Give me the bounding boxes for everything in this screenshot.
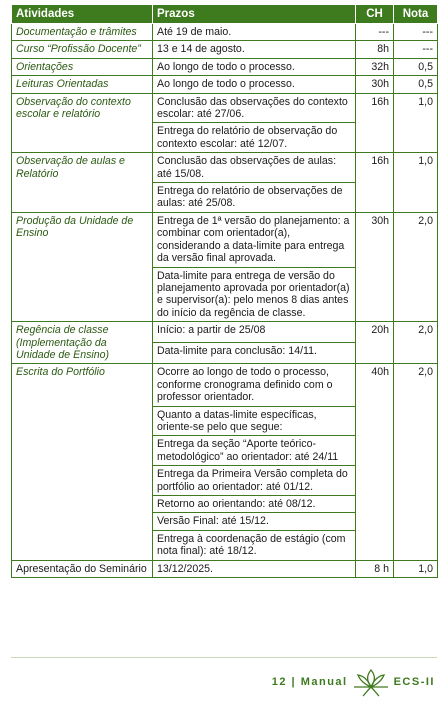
ch-cell: 8 h <box>356 560 394 577</box>
deadline-cell: Ao longo de todo o processo. <box>153 58 356 75</box>
grade-cell: 1,0 <box>394 93 438 153</box>
deadline-cell: Entrega da seção “Aporte teórico-metodológico” ao orientador: até 24/11 <box>153 436 356 466</box>
deadline-cell: Entrega do relatório de observações de aulas: até 25/08. <box>153 183 356 213</box>
activity-cell: Curso “Profissão Docente” <box>12 41 153 58</box>
page-number: 12 <box>271 676 287 688</box>
table-row <box>12 212 438 267</box>
page-footer <box>272 667 435 697</box>
table-row <box>12 76 438 93</box>
ch-cell: 30h <box>356 76 394 93</box>
table-row <box>12 322 438 343</box>
grade-cell: 0,5 <box>394 76 438 93</box>
deadline-cell: Entrega de 1ª versão do planejamento: a combinar com orientador(a), considerando a data-limite para entrega da versão final aprovada. <box>153 212 356 267</box>
ch-cell: --- <box>356 24 394 41</box>
deadline-cell: Conclusão das observações de aulas: até 15/08. <box>153 153 356 183</box>
table-row <box>12 560 438 577</box>
grade-cell: 2,0 <box>394 212 438 321</box>
deadline-cell: Conclusão das observações do contexto escolar: até 27/06. <box>153 93 356 123</box>
deadline-cell: 13/12/2025. <box>153 560 356 577</box>
deadline-cell: Entrega à coordenação de estágio (com nota final): até 18/12. <box>153 530 356 560</box>
activities-schedule-table <box>11 4 438 578</box>
deadline-cell: Retorno ao orientando: até 08/12. <box>153 496 356 513</box>
grade-cell: 1,0 <box>394 560 438 577</box>
ch-cell: 30h <box>356 212 394 321</box>
table-row <box>12 153 438 183</box>
deadline-cell: Entrega do relatório de observação do contexto escolar: até 12/07. <box>153 123 356 153</box>
table-row <box>12 93 438 123</box>
deadline-cell: Início: a partir de 25/08 <box>153 322 356 343</box>
deadline-cell: Quanto a datas-limite específicas, oriente-se pelo que segue: <box>153 406 356 436</box>
table-row <box>12 24 438 41</box>
footer-separator: | <box>286 676 301 688</box>
ch-cell: 32h <box>356 58 394 75</box>
activity-cell: Escrita do Portfólio <box>12 364 153 560</box>
ch-cell: 16h <box>356 153 394 213</box>
activity-cell: Regência de classe (Implementação da Unidade de Ensino) <box>12 322 153 364</box>
header-grade: Nota <box>394 5 438 24</box>
table-header-row <box>12 5 438 24</box>
grade-cell: 2,0 <box>394 364 438 560</box>
activity-cell: Produção da Unidade de Ensino <box>12 212 153 321</box>
ch-cell: 40h <box>356 364 394 560</box>
header-activities: Atividades <box>12 5 153 24</box>
table-row <box>12 58 438 75</box>
grade-cell: 1,0 <box>394 153 438 213</box>
ch-cell: 8h <box>356 41 394 58</box>
header-deadlines: Prazos <box>153 5 356 24</box>
footer-divider <box>11 657 437 658</box>
activity-cell: Leituras Orientadas <box>12 76 153 93</box>
header-ch: CH <box>356 5 394 24</box>
grade-cell: 0,5 <box>394 58 438 75</box>
ch-cell: 20h <box>356 322 394 364</box>
deadline-cell: Até 19 de maio. <box>153 24 356 41</box>
footer-course-label: ECS-II <box>393 676 435 688</box>
ch-cell: 16h <box>356 93 394 153</box>
activity-cell: Orientações <box>12 58 153 75</box>
deadline-cell: 13 e 14 de agosto. <box>153 41 356 58</box>
deadline-cell: Data-limite para entrega de versão do planejamento aprovada por orientador(a) e supervisor(a): pelo menos 8 dias antes do início da regência de classe. <box>153 267 356 322</box>
table-row <box>12 364 438 406</box>
grade-cell: --- <box>394 24 438 41</box>
table-row <box>12 41 438 58</box>
activity-cell: Observação de aulas e Relatório <box>12 153 153 213</box>
activity-cell: Apresentação do Seminário <box>12 560 153 577</box>
deadline-cell: Entrega da Primeira Versão completa do portfólio ao orientador: até 01/12. <box>153 466 356 496</box>
activity-cell: Observação do contexto escolar e relatório <box>12 93 153 153</box>
grade-cell: --- <box>394 41 438 58</box>
deadline-cell: Ocorre ao longo de todo o processo, conforme cronograma definido com o professor orientador. <box>153 364 356 406</box>
footer-manual-label: Manual <box>300 676 348 688</box>
activity-cell: Documentação e trâmites <box>12 24 153 41</box>
deadline-cell: Versão Final: até 15/12. <box>153 513 356 530</box>
grade-cell: 2,0 <box>394 322 438 364</box>
leaf-flower-icon <box>354 667 388 697</box>
deadline-cell: Ao longo de todo o processo. <box>153 76 356 93</box>
deadline-cell: Data-limite para conclusão: 14/11. <box>153 343 356 364</box>
